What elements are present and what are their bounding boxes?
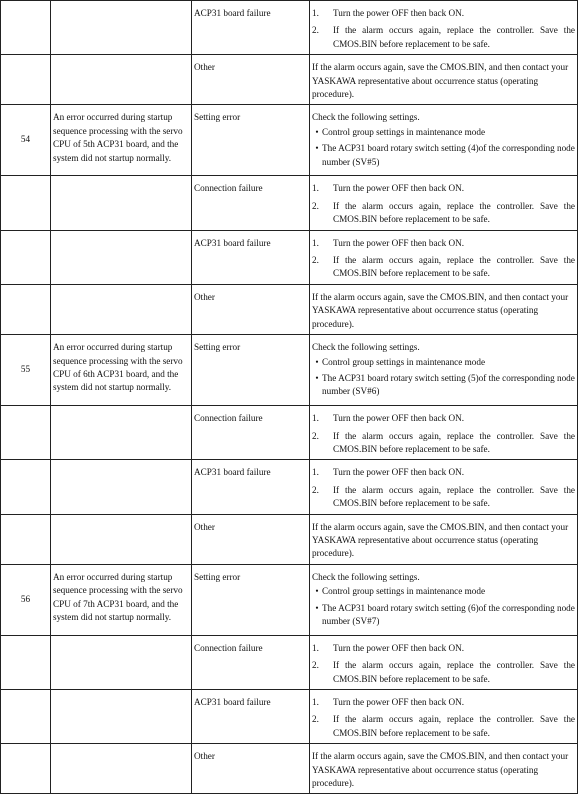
alarm-cause: Setting error bbox=[192, 105, 310, 176]
table-row bbox=[1, 284, 578, 334]
remedy-step bbox=[312, 254, 575, 281]
alarm-cause: Setting error bbox=[192, 335, 310, 406]
remedy-text: If the alarm occurs again, save the CMOS.BIN, and then contact your YASKAWA representative about occurrence status (operating procedure). bbox=[312, 751, 569, 788]
alarm-remedy bbox=[310, 460, 578, 514]
alarm-cause: Connection failure bbox=[192, 406, 310, 460]
table-row bbox=[1, 176, 578, 230]
table-row bbox=[1, 335, 578, 406]
alarm-number bbox=[1, 284, 51, 334]
step-text: If the alarm occurs again, replace the controller. Save the CMOS.BIN before replacement to be safe. bbox=[333, 255, 575, 279]
table-row bbox=[1, 689, 578, 743]
alarm-cause: Other bbox=[192, 514, 310, 564]
alarm-description bbox=[51, 284, 192, 334]
remedy-step bbox=[312, 484, 575, 511]
alarm-cause: ACP31 board failure bbox=[192, 1, 310, 55]
remedy-bullet bbox=[312, 585, 575, 598]
alarm-cause: Connection failure bbox=[192, 635, 310, 689]
remedy-intro: Check the following settings. bbox=[312, 342, 420, 353]
remedy-step bbox=[312, 659, 575, 686]
remedy-bullet bbox=[312, 142, 575, 169]
step-text: If the alarm occurs again, replace the controller. Save the CMOS.BIN before replacement to be safe. bbox=[333, 660, 575, 684]
alarm-remedy bbox=[310, 335, 578, 406]
step-number: 1. bbox=[312, 413, 319, 424]
alarm-number: 56 bbox=[1, 564, 51, 635]
step-number: 1. bbox=[312, 467, 319, 478]
alarm-number bbox=[1, 514, 51, 564]
bullet-dot-icon: • bbox=[315, 143, 319, 154]
alarm-cause: ACP31 board failure bbox=[192, 230, 310, 284]
alarm-cause: Connection failure bbox=[192, 176, 310, 230]
step-text: Turn the power OFF then back ON. bbox=[333, 413, 465, 424]
alarm-description: An error occurred during startup sequence processing with the servo CPU of 5th ACP31 board, and the system did not startup normally. bbox=[51, 105, 192, 176]
table-row bbox=[1, 635, 578, 689]
alarm-remedy bbox=[310, 744, 578, 794]
remedy-step bbox=[312, 24, 575, 51]
bullet-dot-icon: • bbox=[315, 126, 319, 137]
bullet-text: Control group settings in maintenance mode bbox=[322, 356, 486, 367]
step-number: 1. bbox=[312, 8, 319, 18]
alarm-remedy bbox=[310, 230, 578, 284]
step-text: If the alarm occurs again, replace the controller. Save the CMOS.BIN before replacement to be safe. bbox=[333, 430, 575, 454]
alarm-cause: ACP31 board failure bbox=[192, 460, 310, 514]
step-number: 2. bbox=[312, 25, 319, 36]
alarm-description: An error occurred during startup sequence processing with the servo CPU of 7th ACP31 board, and the system did not startup normally. bbox=[51, 564, 192, 635]
bullet-text: Control group settings in maintenance mode bbox=[322, 126, 486, 137]
step-number: 2. bbox=[312, 430, 319, 441]
remedy-step bbox=[312, 237, 575, 250]
alarm-number: 55 bbox=[1, 335, 51, 406]
step-number: 1. bbox=[312, 183, 319, 194]
step-text: Turn the power OFF then back ON. bbox=[333, 237, 465, 248]
alarm-number: 54 bbox=[1, 105, 51, 176]
step-text: Turn the power OFF then back ON. bbox=[333, 696, 465, 707]
step-text: If the alarm occurs again, replace the controller. Save the CMOS.BIN before replacement to be safe. bbox=[333, 714, 575, 738]
step-number: 2. bbox=[312, 484, 319, 495]
alarm-cause: Other bbox=[192, 284, 310, 334]
table-row bbox=[1, 744, 578, 794]
alarm-description bbox=[51, 1, 192, 55]
alarm-cause: Other bbox=[192, 744, 310, 794]
alarm-number bbox=[1, 230, 51, 284]
bullet-dot-icon: • bbox=[315, 356, 319, 367]
alarm-number bbox=[1, 689, 51, 743]
alarm-description bbox=[51, 176, 192, 230]
bullet-dot-icon: • bbox=[315, 602, 319, 613]
alarm-cause: ACP31 board failure bbox=[192, 689, 310, 743]
bullet-text: The ACP31 board rotary switch setting (4)of the corresponding node number (SV#5) bbox=[322, 143, 575, 167]
remedy-bullet bbox=[312, 126, 575, 139]
table-row bbox=[1, 1, 578, 55]
alarm-description bbox=[51, 514, 192, 564]
alarm-description bbox=[51, 230, 192, 284]
alarm-description bbox=[51, 744, 192, 794]
remedy-step bbox=[312, 7, 575, 20]
alarm-description bbox=[51, 689, 192, 743]
table-row bbox=[1, 514, 578, 564]
remedy-step bbox=[312, 713, 575, 740]
remedy-intro: Check the following settings. bbox=[312, 571, 420, 582]
table-row bbox=[1, 564, 578, 635]
alarm-description bbox=[51, 406, 192, 460]
alarm-number bbox=[1, 635, 51, 689]
alarm-remedy bbox=[310, 514, 578, 564]
bullet-text: The ACP31 board rotary switch setting (5)of the corresponding node number (SV#6) bbox=[322, 372, 575, 397]
remedy-step bbox=[312, 200, 575, 227]
alarm-remedy bbox=[310, 284, 578, 334]
remedy-step bbox=[312, 696, 575, 709]
remedy-step bbox=[312, 182, 575, 195]
remedy-bullet bbox=[312, 356, 575, 369]
step-text: If the alarm occurs again, replace the controller. Save the CMOS.BIN before replacement to be safe. bbox=[333, 484, 575, 509]
bullet-text: The ACP31 board rotary switch setting (6)of the corresponding node number (SV#7) bbox=[322, 602, 575, 626]
remedy-text: If the alarm occurs again, save the CMOS.BIN, and then contact your YASKAWA representative about occurrence status (operating procedure). bbox=[312, 62, 569, 100]
bullet-dot-icon: • bbox=[315, 372, 319, 383]
remedy-text: If the alarm occurs again, save the CMOS.BIN, and then contact your YASKAWA representative about occurrence status (operating procedure). bbox=[312, 291, 569, 329]
remedy-step bbox=[312, 642, 575, 655]
table-row bbox=[1, 406, 578, 460]
step-text: Turn the power OFF then back ON. bbox=[333, 467, 465, 478]
step-number: 2. bbox=[312, 255, 319, 266]
alarm-number bbox=[1, 55, 51, 105]
alarm-remedy bbox=[310, 689, 578, 743]
table-row bbox=[1, 230, 578, 284]
alarm-remedy bbox=[310, 176, 578, 230]
remedy-step bbox=[312, 466, 575, 479]
step-text: Turn the power OFF then back ON. bbox=[333, 642, 465, 653]
alarm-table-body bbox=[1, 1, 578, 794]
step-text: If the alarm occurs again, replace the controller. Save the CMOS.BIN before replacement to be safe. bbox=[333, 25, 575, 49]
remedy-step bbox=[312, 412, 575, 425]
table-row bbox=[1, 55, 578, 105]
alarm-description bbox=[51, 635, 192, 689]
step-number: 2. bbox=[312, 660, 319, 671]
alarm-number bbox=[1, 460, 51, 514]
alarm-cause: Other bbox=[192, 55, 310, 105]
bullet-dot-icon: • bbox=[315, 586, 319, 597]
alarm-remedy bbox=[310, 635, 578, 689]
alarm-number bbox=[1, 1, 51, 55]
step-number: 1. bbox=[312, 696, 319, 707]
alarm-number bbox=[1, 744, 51, 794]
step-number: 1. bbox=[312, 237, 319, 248]
table-row bbox=[1, 105, 578, 176]
remedy-bullet bbox=[312, 372, 575, 399]
remedy-bullet bbox=[312, 602, 575, 629]
alarm-description bbox=[51, 55, 192, 105]
step-number: 2. bbox=[312, 200, 319, 211]
step-text: Turn the power OFF then back ON. bbox=[333, 8, 465, 18]
alarm-cause: Setting error bbox=[192, 564, 310, 635]
remedy-intro: Check the following settings. bbox=[312, 112, 420, 123]
alarm-remedy bbox=[310, 406, 578, 460]
alarm-remedy bbox=[310, 55, 578, 105]
table-row bbox=[1, 460, 578, 514]
step-number: 2. bbox=[312, 714, 319, 725]
step-number: 1. bbox=[312, 642, 319, 653]
alarm-description: An error occurred during startup sequence processing with the servo CPU of 6th ACP31 board, and the system did not startup normally. bbox=[51, 335, 192, 406]
alarm-number bbox=[1, 176, 51, 230]
alarm-description bbox=[51, 460, 192, 514]
alarm-remedy bbox=[310, 564, 578, 635]
remedy-text: If the alarm occurs again, save the CMOS.BIN, and then contact your YASKAWA representative about occurrence status (operating procedure). bbox=[312, 521, 569, 559]
alarm-remedy bbox=[310, 1, 578, 55]
alarm-remedy bbox=[310, 105, 578, 176]
step-text: If the alarm occurs again, replace the controller. Save the CMOS.BIN before replacement to be safe. bbox=[333, 200, 575, 225]
alarm-number bbox=[1, 406, 51, 460]
remedy-step bbox=[312, 430, 575, 457]
bullet-text: Control group settings in maintenance mode bbox=[322, 586, 486, 597]
step-text: Turn the power OFF then back ON. bbox=[333, 183, 465, 194]
